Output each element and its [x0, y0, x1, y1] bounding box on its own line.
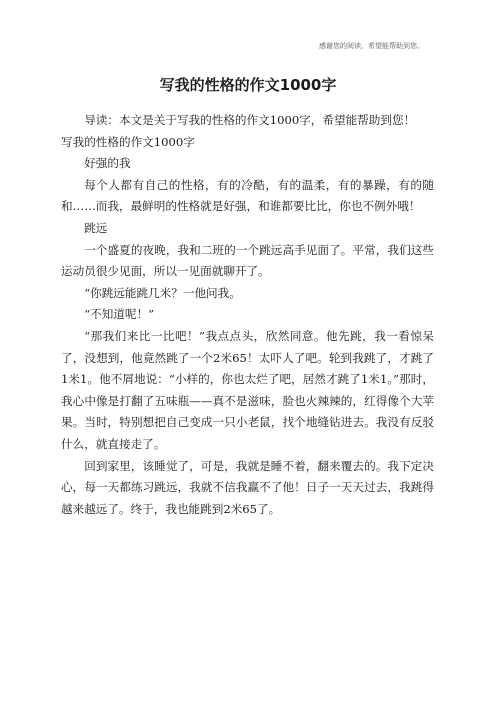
intro-paragraph: 导读：本文是关于写我的性格的作文1000字，希望能帮助到您！ [84, 113, 416, 127]
body-paragraph: 一个盛夏的夜晚，我和二班的一个跳远高手见面了。平常，我们这些运动员很少见面，所以一见面就聊开了。 [61, 242, 434, 279]
dialogue-line: “不知道呢！” [84, 307, 155, 322]
article-body [61, 110, 434, 520]
subheading: 跳远 [84, 220, 108, 235]
body-paragraph: “那我们来比一比吧！”我点点头，欣然同意。他先跳，我一看惊呆了，没想到，他竟然跳了一个2米65！太吓人了吧。轮到我跳了，才跳了1米1。他不屑地说：“小样的，你也太烂了吧，居然才跳了1米1。”那时，我心中像是打翻了五味瓶——真不是滋味，脸也火辣辣的，红得像个大苹果。当时，特别想把自己变成一只小老鼠，找个地缝钻进去。我没有反驳什么，就直接走了。 [61, 328, 434, 451]
dialogue-line: “你跳远能跳几米？一他问我。 [84, 285, 241, 300]
header-note: 感谢您的阅读，希望能帮助到您。 [319, 42, 424, 50]
article-heading: 写我的性格的作文1000字 [61, 134, 195, 149]
section-title: 好强的我 [84, 156, 131, 171]
body-paragraph: 每个人都有自己的性格，有的冷酷，有的温柔，有的暴躁，有的随和……而我，最鲜明的性格就是好强，和谁都要比比，你也不例外哦！ [61, 177, 434, 214]
body-paragraph: 回到家里，该睡觉了，可是，我就是睡不着，翻来覆去的。我下定决心，每一天都练习跳远，我就不信我赢不了他！日子一天天过去，我跳得越来越远了。终于，我也能跳到2米65了。 [61, 458, 434, 516]
page-title: 写我的性格的作文1000字 [159, 76, 337, 94]
